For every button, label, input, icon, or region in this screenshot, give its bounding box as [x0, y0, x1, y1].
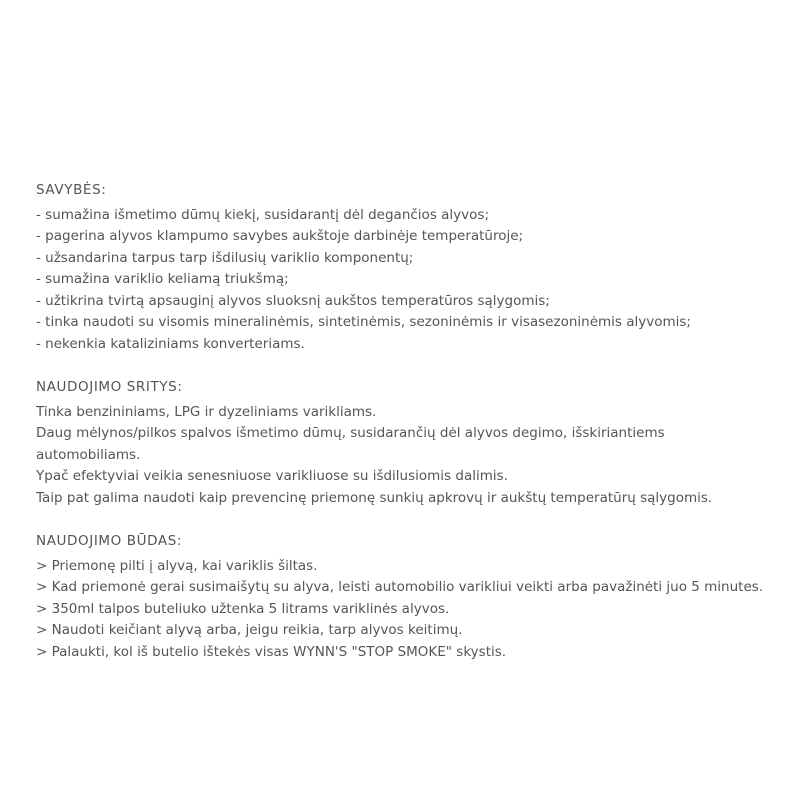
section-line: Daug mėlynos/pilkos spalvos išmetimo dūmų, susidarančių dėl alyvos degimo, išskiriantiems automobiliams.: [36, 425, 669, 463]
section-line: > Priemonę pilti į alyvą, kai variklis šiltas.: [36, 557, 318, 574]
section-line: > Kad priemonė gerai susimaišytų su alyva, leisti automobilio varikliui veikti arba pavažinėti juo 5 minutes.: [36, 579, 764, 595]
section-line: - nekenkia kataliziniams konverteriams.: [36, 335, 305, 352]
section-line: Ypač efektyviai veikia senesniuose varikliuose su išdilusiomis dalimis.: [36, 468, 508, 484]
section-heading: NAUDOJIMO SRITYS:: [36, 379, 183, 395]
section-line: - pagerina alyvos klampumo savybes aukštoje darbinėje temperatūroje;: [36, 228, 524, 244]
section-heading: SAVYBĖS:: [36, 182, 107, 198]
section-usage: [36, 531, 764, 663]
section-line: Taip pat galima naudoti kaip prevencinę priemonę sunkių apkrovų ir aukštų temperatūrų sąlygomis.: [36, 489, 713, 506]
section-line: - užtikrina tvirtą apsauginį alyvos sluoksnį aukštos temperatūros sąlygomis;: [36, 292, 550, 309]
section-line: > Palaukti, kol iš butelio ištekės visas WYNN'S "STOP SMOKE" skystis.: [36, 643, 507, 660]
section-line: - sumažina variklio keliamą triukšmą;: [36, 271, 289, 287]
section-line: - sumažina išmetimo dūmų kiekį, susidarantį dėl degančios alyvos;: [36, 206, 489, 223]
section-line: Tinka benzininiams, LPG ir dyzeliniams varikliams.: [36, 403, 377, 420]
section-applications: [36, 377, 764, 509]
section-line: > Naudoti keičiant alyvą arba, jeigu reikia, tarp alyvos keitimų.: [36, 622, 463, 638]
section-properties: [36, 180, 764, 355]
section-line: > 350ml talpos buteliuko užtenka 5 litrams variklinės alyvos.: [36, 600, 450, 617]
section-line: - tinka naudoti su visomis mineralinėmis, sintetinėmis, sezoninėmis ir visasezoninėmis alyvomis;: [36, 314, 691, 330]
section-heading: NAUDOJIMO BŪDAS:: [36, 533, 183, 549]
section-line: - užsandarina tarpus tarp išdilusių variklio komponentų;: [36, 249, 414, 266]
